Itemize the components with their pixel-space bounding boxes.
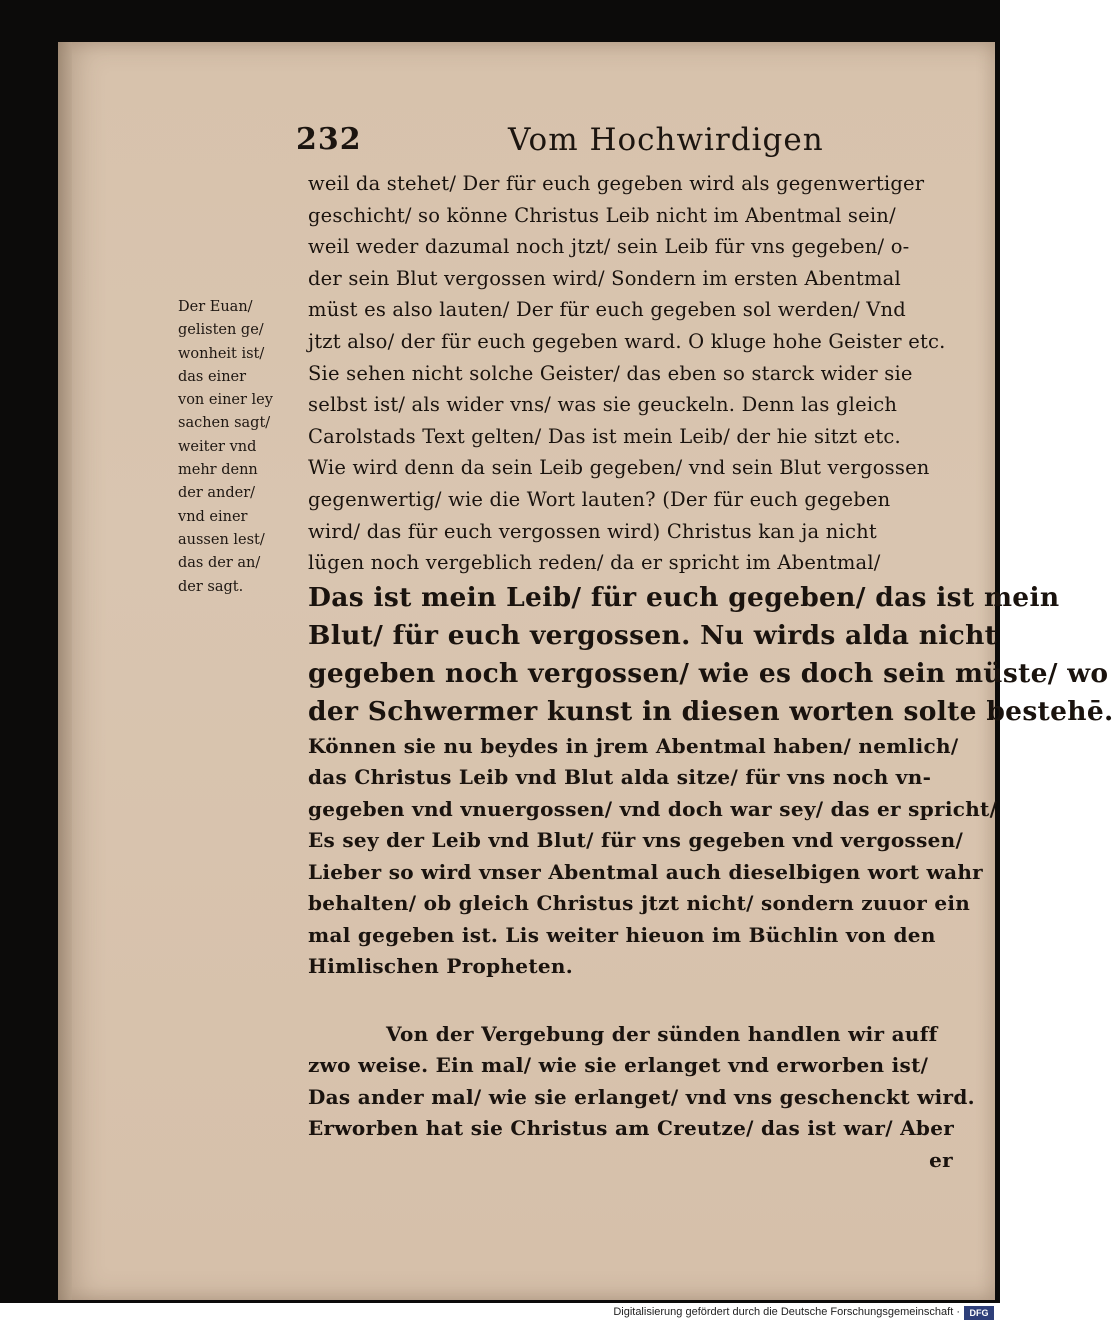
text-line: Können sie nu beydes in jrem Abentmal haben/ nemlich/ xyxy=(308,733,959,758)
text-line: zwo weise. Ein mal/ wie sie erlanget vnd erworben ist/ xyxy=(308,1053,929,1078)
marginal-note-line: das einer xyxy=(178,368,247,385)
text-line: jtzt also/ der für euch gegeben ward. O kluge hohe Geister etc. xyxy=(308,329,946,353)
text-line: Lieber so wird vnser Abentmal auch dieselbigen wort wahr xyxy=(308,859,984,884)
text-line: das Christus Leib vnd Blut alda sitze/ für vns noch vn- xyxy=(308,765,932,790)
text-line: behalten/ ob gleich Christus jtzt nicht/ sondern zuuor ein xyxy=(308,891,971,916)
text-line: lügen noch vergeblich reden/ da er spricht im Abentmal/ xyxy=(308,551,881,575)
text-line: Himlischen Propheten. xyxy=(308,954,573,979)
emphasis-line: der Schwermer kunst in diesen worten solte bestehē. xyxy=(308,695,1114,727)
text-line: Carolstads Text gelten/ Das ist mein Leib/ der hie sitzt etc. xyxy=(308,424,901,448)
marginal-note-line: sachen sagt/ xyxy=(178,415,271,432)
text-line: Das ander mal/ wie sie erlanget/ vnd vns geschenckt wird. xyxy=(308,1084,975,1109)
text-line: geschicht/ so könne Christus Leib nicht im Abentmal sein/ xyxy=(308,203,896,227)
text-line: Es sey der Leib vnd Blut/ für vns gegeben vnd vergossen/ xyxy=(308,828,964,853)
marginal-note-line: Der Euan/ xyxy=(178,299,253,315)
text-line: gegenwertig/ wie die Wort lauten? (Der für euch gegeben xyxy=(308,487,891,511)
paragraph-gap xyxy=(308,983,953,1019)
main-text xyxy=(308,168,1114,1176)
marginal-note-line: mehr denn xyxy=(178,462,258,479)
text-line: gegeben vnd vnuergossen/ vnd doch war sey/ das er spricht/ xyxy=(308,796,998,821)
footer-credit: Digitalisierung gefördert durch die Deutsche Forschungsgemeinschaft · xyxy=(613,1306,960,1318)
text-line: weil weder dazumal noch jtzt/ sein Leib für vns gegeben/ o- xyxy=(308,235,910,259)
text-line: weil da stehet/ Der für euch gegeben wird als gegenwertiger xyxy=(308,172,925,195)
emphasis-line: Das ist mein Leib/ für euch gegeben/ das ist mein xyxy=(308,581,1060,613)
marginal-note-line: vnd einer xyxy=(178,508,248,525)
dfg-logo-icon: DFG xyxy=(964,1306,994,1320)
page-header xyxy=(296,122,896,166)
text-line: Von der Vergebung der sünden handlen wir auff xyxy=(386,1021,938,1046)
marginal-note-line: aussen lest/ xyxy=(178,531,265,548)
marginal-note-line: der sagt. xyxy=(178,578,244,595)
text-line: Wie wird denn da sein Leib gegeben/ vnd sein Blut vergossen xyxy=(308,456,930,480)
page-gutter-shadow xyxy=(58,42,72,1300)
text-line: mal gegeben ist. Lis weiter hieuon im Büchlin von den xyxy=(308,922,936,947)
catchword: er xyxy=(929,1147,953,1172)
text-line: wird/ das für euch vergossen wird) Christus kan ja nicht xyxy=(308,519,877,543)
running-head: Vom Hochwirdigen xyxy=(508,122,824,158)
marginal-note-line: wonheit ist/ xyxy=(178,345,265,362)
page-number: 232 xyxy=(296,122,362,157)
marginal-note-line: gelisten ge/ xyxy=(178,322,264,339)
text-line: der sein Blut vergossen wird/ Sondern im ersten Abentmal xyxy=(308,266,901,290)
text-line: Sie sehen nicht solche Geister/ das eben so starck wider sie xyxy=(308,361,913,385)
text-line: Erworben hat sie Christus am Creutze/ das ist war/ Aber xyxy=(308,1116,955,1141)
emphasis-line: gegeben noch vergossen/ wie es doch sein müste/ wo xyxy=(308,657,1109,689)
marginal-note-line: von einer ley xyxy=(178,392,273,409)
text-line: müst es also lauten/ Der für euch gegeben sol werden/ Vnd xyxy=(308,298,906,322)
text-line: selbst ist/ als wider vns/ was sie geuckeln. Denn las gleich xyxy=(308,393,898,417)
footer-bar xyxy=(0,1303,1000,1323)
marginal-note-line: weiter vnd xyxy=(178,438,257,455)
marginal-note-line: das der an/ xyxy=(178,555,261,572)
marginal-note-line: der ander/ xyxy=(178,485,256,502)
emphasis-line: Blut/ für euch vergossen. Nu wirds alda nicht xyxy=(308,619,998,651)
marginal-note xyxy=(178,296,300,599)
